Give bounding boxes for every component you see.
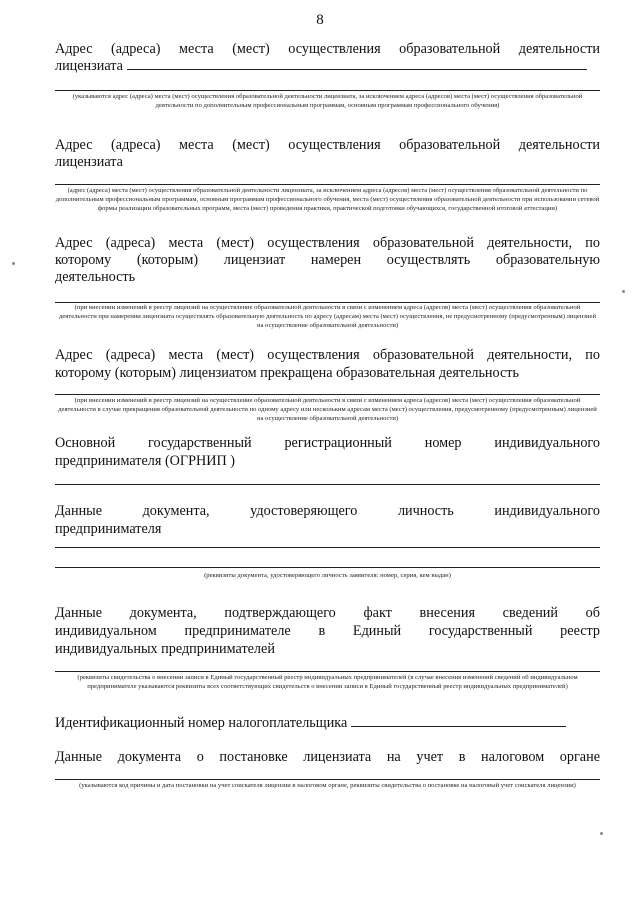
section-4-heading-line-1: Адрес (адреса) места (мест) осуществления образовательной деятельности, по [55,347,600,363]
section-6-heading-line-2: предпринимателя [55,521,162,537]
scan-speck [600,832,603,835]
section-4-fill-line [55,394,600,395]
section-2-fill-line [55,184,600,185]
scan-speck [622,290,625,293]
section-6-heading-line-1: Данные документа, удостоверяющего личность индивидуального [55,503,600,519]
section-6-fill-line-2 [55,567,600,568]
section-9-heading-line-1: Данные документа о постановке лицензиата на учет в налоговом органе [55,749,600,765]
section-3-heading-line-2: которому (которым) лицензиат намерен осуществлять образовательную [55,252,600,268]
section-4-note: (при внесении изменений в реестр лицензий на осуществление образовательной деятельности в связи с изменением адреса (адресов) места (мест) осуществления образовательной деятельности в случае прекращения образовательной деятельности по одному адресу или нескольким адресам места (мест) осуществления, предусмотренному (предусмотренным) лицензией на осуществление образовательной деятельности) [58,397,597,423]
section-9-fill-line [55,779,600,780]
section-2-note: (адрес (адреса) места (мест) осуществления образовательной деятельности лицензиата, за исключением адреса (адресов) места (мест) осуществления образовательной деятельности по дополнительным профессиональным программам, основным программам профессионального обучения, места (мест) осуществления образовательной деятельности при использовании сетевой формы реализации образовательных программ, места (мест) проведения практики, практической подготовки обучающихся, государственной итоговой аттестации) [55,187,600,213]
page-number: 8 [316,12,324,28]
section-3-heading-line-1: Адрес (адреса) места (мест) осуществления образовательной деятельности, по [55,235,600,251]
section-5-heading-line-2: предпринимателя (ОГРНИП ) [55,453,236,469]
section-1-heading-line-1: Адрес (адреса) места (мест) осуществления образовательной деятельности [55,41,600,57]
section-3-note: (при внесении изменений в реестр лицензий на осуществление образовательной деятельности в связи с изменением адреса (адресов) места (мест) осуществления образовательной деятельности при намерении лицензиата осуществлять образовательную деятельность по адресу (адресам) места (мест) осуществления, не предусмотренному (предусмотренным) лицензией на осуществление образовательной деятельности) [59,304,596,330]
scan-speck [12,262,15,265]
section-1-heading-line-2: лицензиата [55,57,600,76]
section-5-heading-line-1: Основной государственный регистрационный номер индивидуального [55,435,600,451]
section-7-heading-line-3: индивидуальных предпринимателей [55,641,275,657]
section-8-inline-line [351,725,566,727]
section-4-heading-line-2: которому (которым) лицензиатом прекращена образовательная деятельность [55,365,519,381]
section-7-heading-line-2: индивидуальном предпринимателе в Единый государственный реестр [55,623,600,639]
section-1-fill-line [55,90,600,91]
section-9-note: (указываются код причины и дата постановки на учет соискателя лицензии в налоговом органе, реквизиты свидетельства о постановке на налоговый учет соискателя лицензии) [79,782,576,789]
section-8-heading-line-1: Идентификационный номер налогоплательщика [55,714,600,733]
section-7-note: (реквизиты свидетельства о внесении записи в Единый государственный реестр индивидуальных предпринимателей (в случае внесения изменений сведений об индивидуальном предпринимателе указываются реквизиты всех соответствующих свидетельств о внесении записи в Единый государственный реестр индивидуальных предпринимателей) [77,674,578,691]
section-6-note: (реквизиты документа, удостоверяющего личность заявителя: номер, серия, кем выдан) [204,572,451,579]
section-5-fill-line [55,484,600,485]
section-1-inline-line [127,68,587,70]
section-7-heading-line-1: Данные документа, подтверждающего факт внесения сведений об [55,605,600,621]
section-7-fill-line [55,671,600,672]
section-2-heading-line-2: лицензиата [55,154,123,170]
section-2-heading-line-1: Адрес (адреса) места (мест) осуществления образовательной деятельности [55,137,600,153]
section-1-note: (указываются адрес (адреса) места (мест) осуществления образовательной деятельности лицензиата, за исключением адреса (адресов) места (мест) осуществления образовательной деятельности по дополнительным профессиональным программам, основным программам профессионального обучения) [72,93,583,110]
section-6-fill-line-1 [55,547,600,548]
section-3-heading-line-3: деятельность [55,269,136,285]
